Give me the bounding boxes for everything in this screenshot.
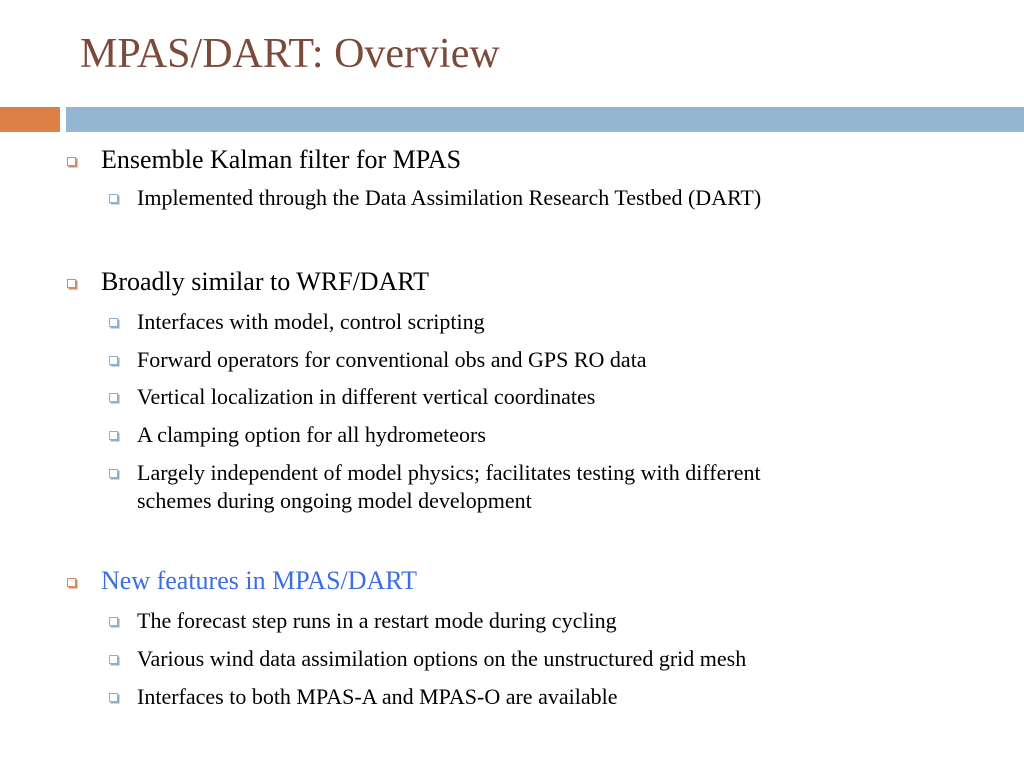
subbullet-text-continued: schemes during ongoing model development	[137, 488, 532, 513]
slide-title: MPAS/DART: Overview	[80, 31, 500, 77]
subbullet-text: Forward operators for conventional obs and GPS RO data	[137, 347, 647, 372]
square-bullet-icon	[109, 469, 118, 478]
bullet-text: Ensemble Kalman filter for MPAS	[101, 145, 462, 174]
square-bullet-icon	[109, 655, 118, 664]
slide-content	[66, 0, 966, 768]
square-bullet-icon	[109, 194, 118, 203]
subbullet-text: The forecast step runs in a restart mode during cycling	[137, 608, 617, 633]
subbullet-text: Vertical localization in different vertical coordinates	[137, 384, 596, 409]
bullet-text-highlight: New features in MPAS/DART	[101, 566, 417, 595]
square-bullet-icon	[67, 279, 76, 288]
square-bullet-icon	[109, 318, 118, 327]
subbullet-text: Various wind data assimilation options on the unstructured grid mesh	[137, 646, 747, 671]
bullet-text: Broadly similar to WRF/DART	[101, 267, 430, 296]
square-bullet-icon	[67, 157, 76, 166]
square-bullet-icon	[109, 431, 118, 440]
square-bullet-icon	[109, 356, 118, 365]
subbullet-text: Interfaces with model, control scripting	[137, 309, 485, 334]
subbullet-text: Largely independent of model physics; facilitates testing with different	[137, 460, 761, 485]
subbullet-text: Interfaces to both MPAS-A and MPAS-O are available	[137, 684, 618, 709]
square-bullet-icon	[109, 393, 118, 402]
subbullet-text: A clamping option for all hydrometeors	[137, 422, 486, 447]
square-bullet-icon	[109, 693, 118, 702]
square-bullet-icon	[109, 617, 118, 626]
square-bullet-icon	[67, 578, 76, 587]
title-accent-bar-orange	[0, 107, 60, 132]
subbullet-text: Implemented through the Data Assimilation Research Testbed (DART)	[137, 185, 762, 210]
